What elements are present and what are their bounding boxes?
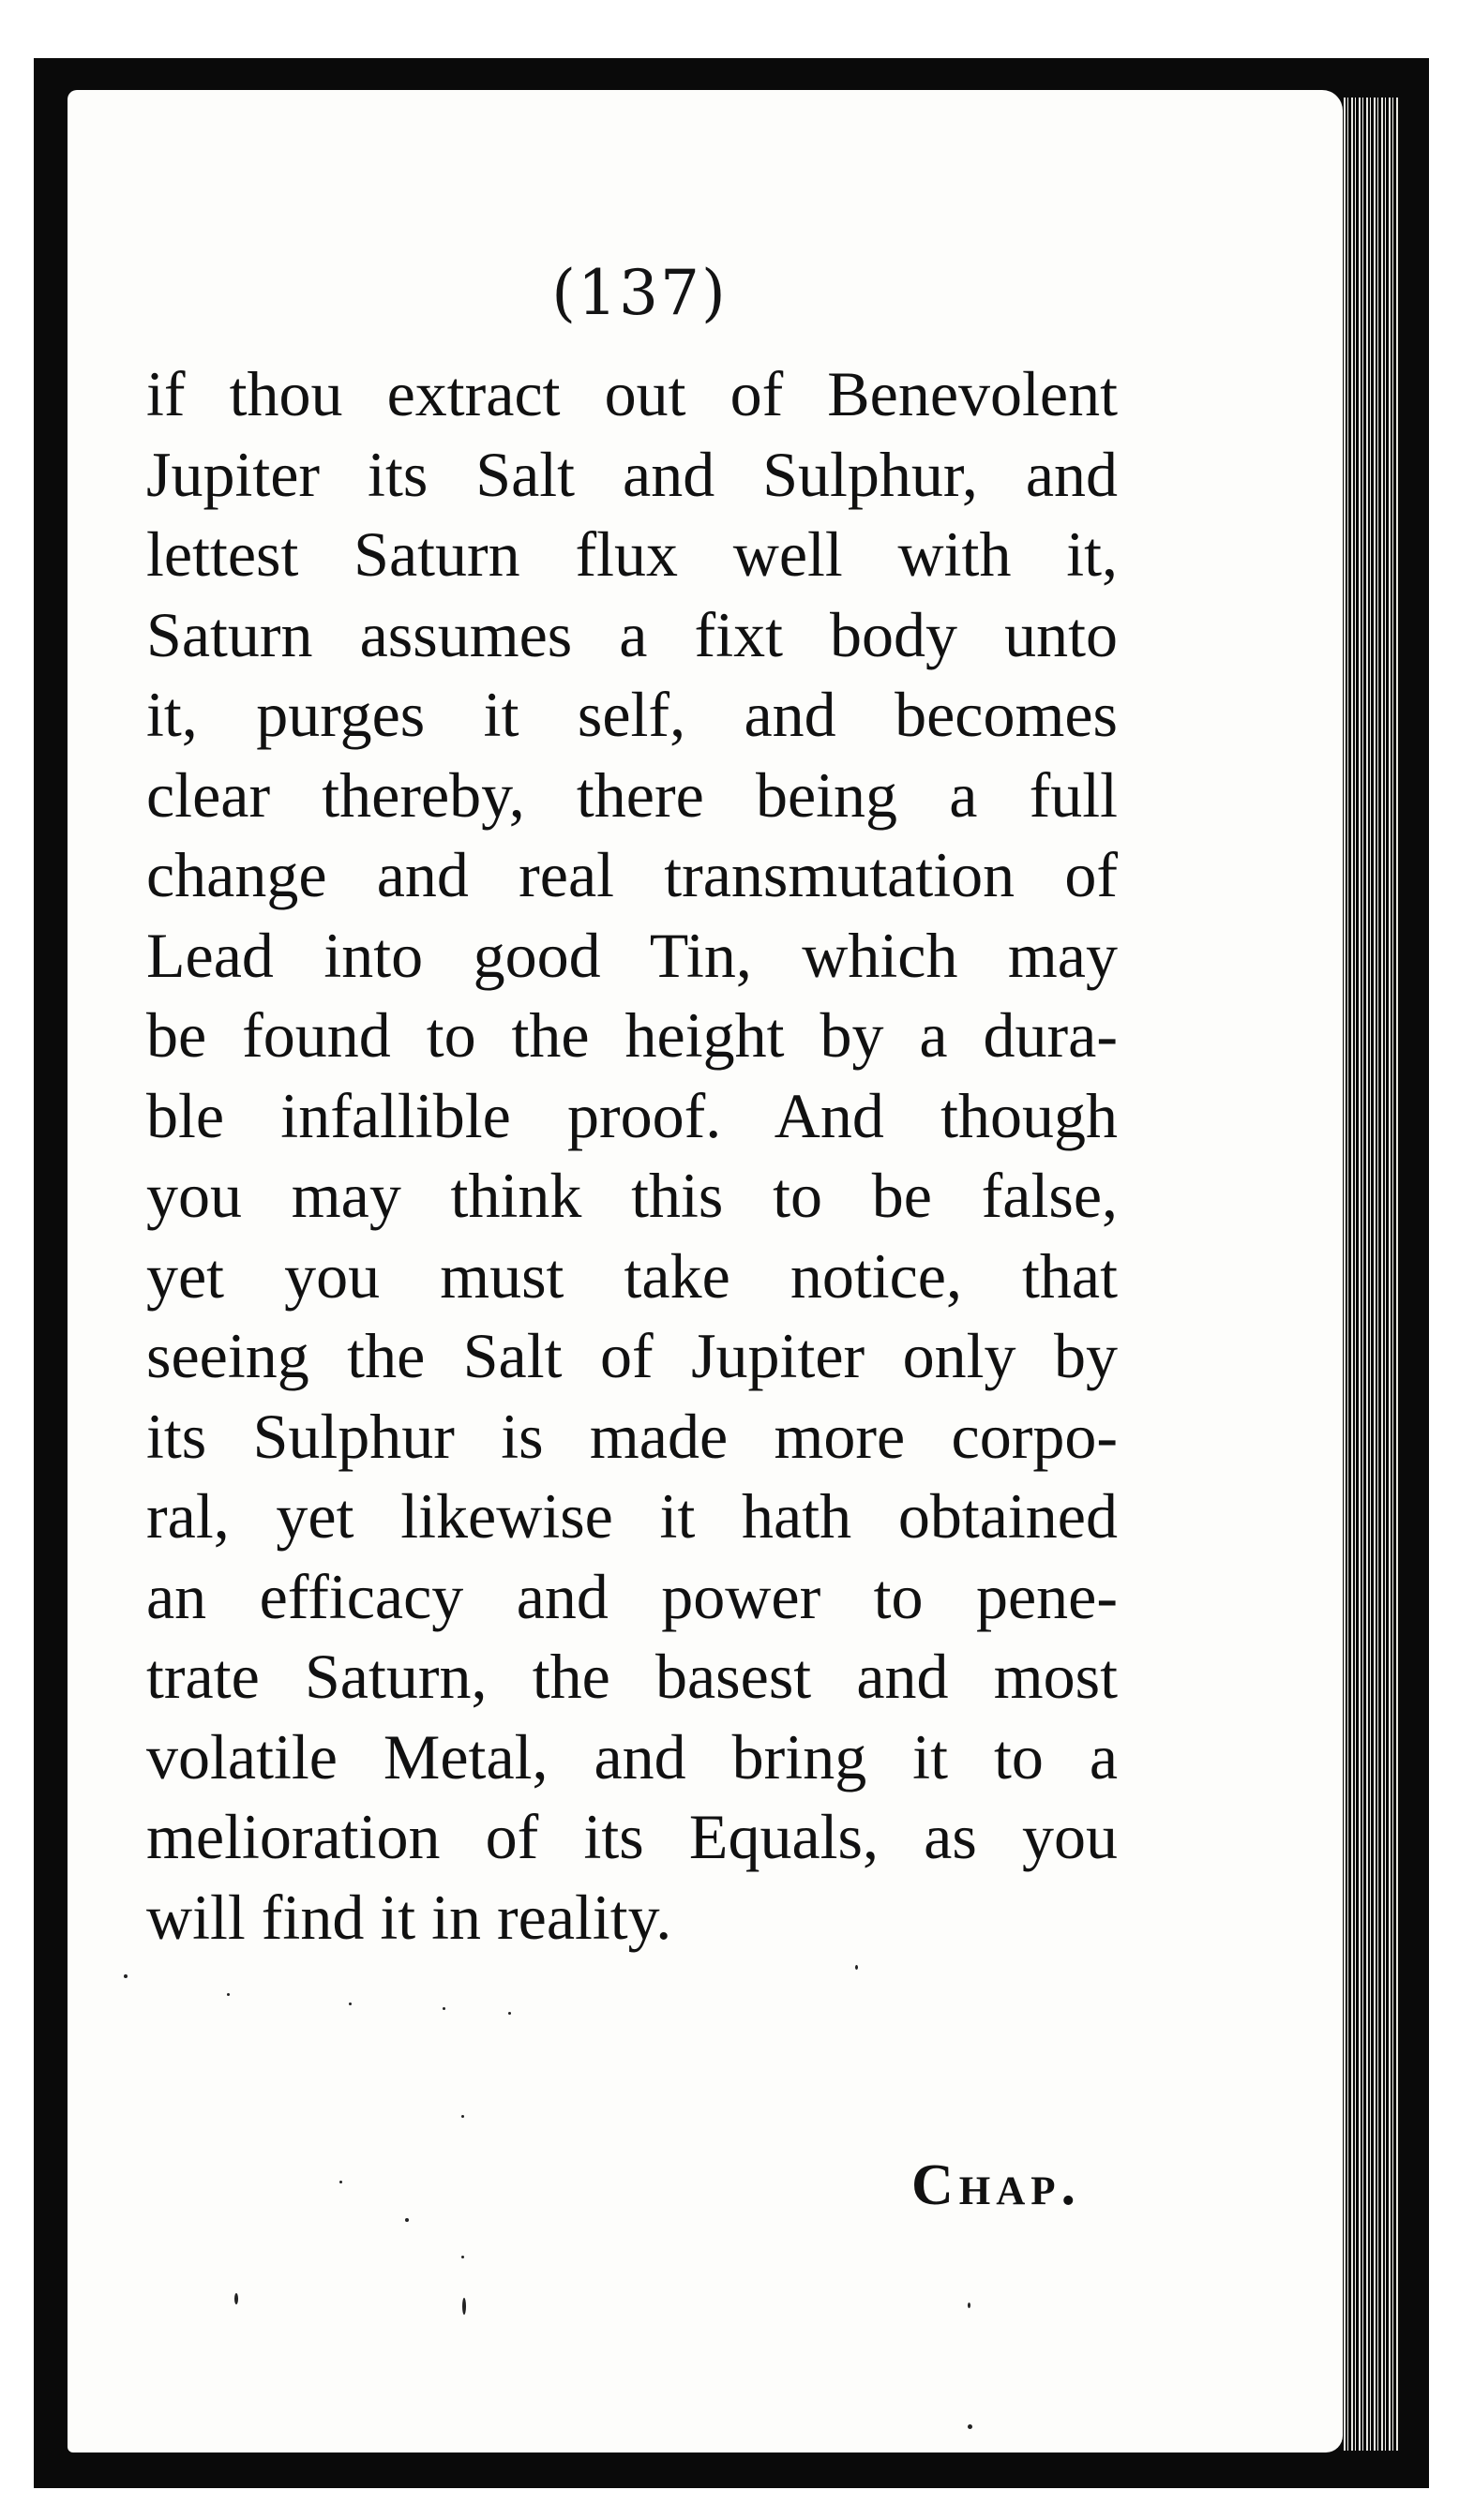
scan-speck bbox=[124, 1974, 128, 1978]
scan-speck bbox=[349, 2002, 352, 2005]
scan-speck bbox=[227, 1993, 230, 1996]
text-line: an efficacy and power to pene- bbox=[146, 1560, 1118, 1632]
page-fore-edge bbox=[1341, 98, 1399, 2451]
text-line: Jupiter its Salt and Sulphur, and bbox=[146, 438, 1118, 510]
scan-speck bbox=[234, 2293, 238, 2304]
text-line: ble infallible proof. And though bbox=[146, 1079, 1118, 1151]
scan-speck bbox=[508, 2012, 511, 2015]
text-line: you may think this to be false, bbox=[146, 1160, 1118, 1231]
text-line: Saturn assumes a fixt body unto bbox=[146, 598, 1118, 670]
text-line: clear thereby, there being a full bbox=[146, 758, 1118, 831]
text-line: will find it in reality. bbox=[146, 1881, 672, 1953]
text-line: lettest Saturn flux well with it, bbox=[146, 518, 1118, 590]
text-line: seeing the Salt of Jupiter only by bbox=[146, 1320, 1118, 1391]
text-line: be found to the height by a dura- bbox=[146, 999, 1118, 1071]
scan-speck bbox=[461, 2115, 464, 2118]
text-line: if thou extract out of Benevolent bbox=[146, 358, 1118, 429]
text-line: its Sulphur is made more corpo- bbox=[146, 1400, 1118, 1472]
scan-speck bbox=[968, 2424, 972, 2429]
scan-speck bbox=[443, 2007, 445, 2010]
text-line: Lead into good Tin, which may bbox=[146, 919, 1118, 991]
body-text bbox=[146, 354, 1118, 1958]
scan-speck bbox=[855, 1965, 858, 1970]
text-line: volatile Metal, and bring it to a bbox=[146, 1720, 1118, 1792]
text-line: change and real transmutation of bbox=[146, 839, 1118, 910]
scan-speck bbox=[968, 2302, 970, 2308]
scan-speck bbox=[339, 2181, 342, 2183]
text-line: trate Saturn, the basest and most bbox=[146, 1641, 1118, 1712]
catchword: Chap. bbox=[911, 2153, 1082, 2217]
page-number: (137) bbox=[551, 257, 728, 329]
text-line: it, purges it self, and becomes bbox=[146, 679, 1118, 750]
book-page bbox=[68, 90, 1343, 2452]
text-line: melioration of its Equals, as you bbox=[146, 1801, 1118, 1872]
text-line: yet you must take notice, that bbox=[146, 1239, 1118, 1312]
scan-speck bbox=[405, 2218, 409, 2222]
scan-speck bbox=[461, 2256, 464, 2258]
text-line: ral, yet likewise it hath obtained bbox=[146, 1480, 1118, 1552]
scan-speck bbox=[462, 2298, 466, 2315]
